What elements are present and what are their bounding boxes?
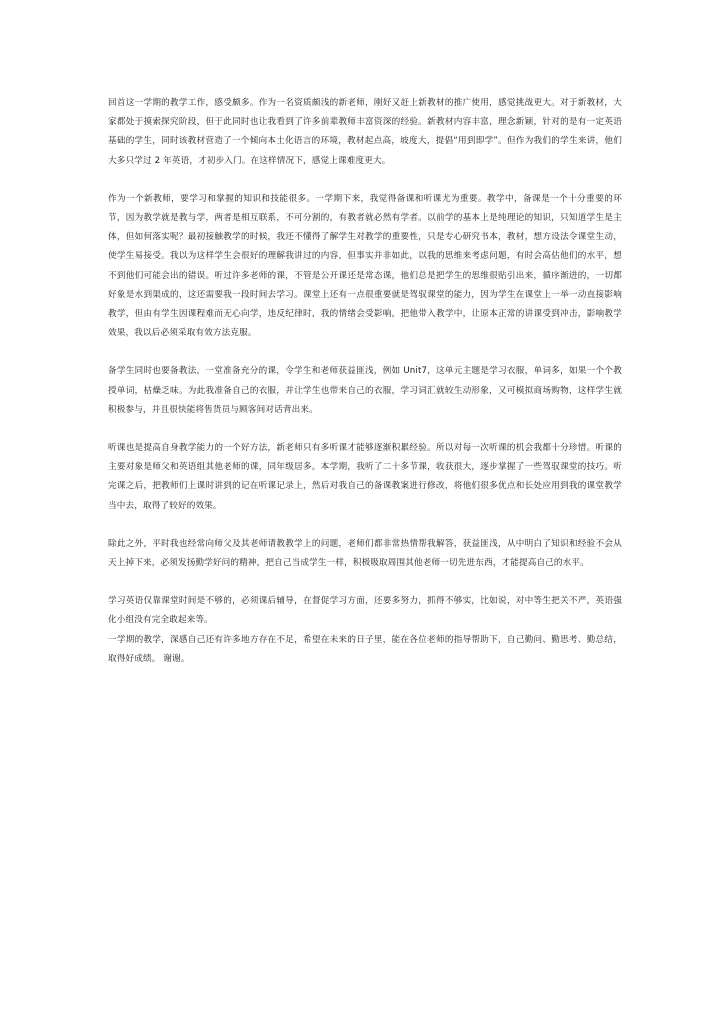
paragraph-lesson-prep: 作为一个新教师，要学习和掌握的知识和技能很多。一学期下来，我觉得备课和听课尤为重要。教学中，备课是一个十分重要的环节，因为教学就是教与学，两者是相互联系，不可分割的，有教者就必然有学者。以前学的基本上是纯理论的知识，只知道学生是主体，但如何落实呢？最初接触教学的时候，我还不懂得了解学生对教学的重要性，只是专心研究书本，教材，想方设法令课堂生动，使学生易接受。我以为这样学生会很好的理解我讲过的内容，但事实并非如此，以我的思维来考虑问题，有时会高估他们的水平，想不到他们可能会出的错误。听过许多老师的课，不管是公开课还是常态课，他们总是把学生的思维很贴引出来，循序渐进的，一切都好象是水到渠成的，这还需要我一段时间去学习。课堂上还有一点很重要就是驾驭课堂的能力，因为学生在课堂上一举一动直接影响教学，但由有学生因课程难而无心向学，违反纪律时，我的情绪会受影响，把他带入教学中，让原本正常的讲课受到冲击，影响教学效果，我以后必须采取有效方法克服。	[108, 193, 622, 339]
paragraph-spacer	[108, 420, 622, 439]
paragraph-conclusion: 一学期的教学，深感自己还有许多地方存在不足，希望在未来的日子里，能在各位老师的指导帮助下，自己勤问、勤思考、勤总结，取得好成绩。 谢谢。	[108, 634, 622, 664]
paragraph-teaching-methods: 备学生同时也要备教法，一堂准备充分的课，令学生和老师获益匪浅，例如 Unit7，这单元主题是学习衣服，单词多，如果一个个教授单词，枯燥乏味。为此我准备自己的衣服，并让学生也带来自己的衣服，学习词汇就较生动形象，又可模拟商场购物，这样学生就积极参与，并且很快能将售货员与顾客间对话背出来。	[108, 366, 622, 415]
paragraph-spacer	[108, 171, 622, 190]
paragraph-observing-lessons: 听课也是提高自身教学能力的一个好方法，新老师只有多听课才能够逐渐积累经验。所以对每一次听课的机会我都十分珍惜。听课的主要对象是师父和英语组其他老师的课，同年级居多。本学期，我听了二十多节课，收获很大，逐步掌握了一些驾驭课堂的技巧。听完课之后，把教师们上课时讲到的记在听课记录上，然后对我自己的备课教案进行修改，将他们很多优点和长处应用到我的课堂教学当中去，取得了较好的效果。	[108, 443, 622, 511]
paragraph-review-semester: 回首这一学期的教学工作，感受颇多。作为一名资质颇浅的新老师，刚好又赶上新教材的推广使用，感觉挑战更大。对于新教材，大家都处于摸索探究阶段，但于此同时也让我看到了许多前辈教师丰富资深的经验。新教材内容丰富，理念新颖，针对的是有一定英语基础的学生，同时该教材营造了一个倾向本土化语言的环境，教材起点高，坡度大，提倡“用到即学”。但作为我们的学生来讲，他们大多只学过 2 年英语，才初步入门。在这样情况下，感觉上课难度更大。	[108, 98, 622, 166]
paragraph-spacer	[108, 573, 622, 592]
paragraph-after-class-tutoring: 学习英语仅靠课堂时间是不够的，必须课后辅导，在督促学习方面，还要多努力，抓得不够实，比如说，对中等生把关不严，英语强化小组没有完全敢起来等。	[108, 596, 622, 626]
paragraph-spacer	[108, 343, 622, 362]
document-body	[108, 94, 622, 669]
paragraph-asking-colleagues: 除此之外，平时我也经常向师父及其老师请教教学上的问题，老师们都非常热情帮我解答，获益匪浅，从中明白了知识和经验不会从天上掉下来，必须发扬勤学好问的精神，把自己当成学生一样，积极吸取周围其他老师一切先进东西，才能提高自己的水平。	[108, 538, 622, 569]
paragraph-spacer	[108, 516, 622, 535]
